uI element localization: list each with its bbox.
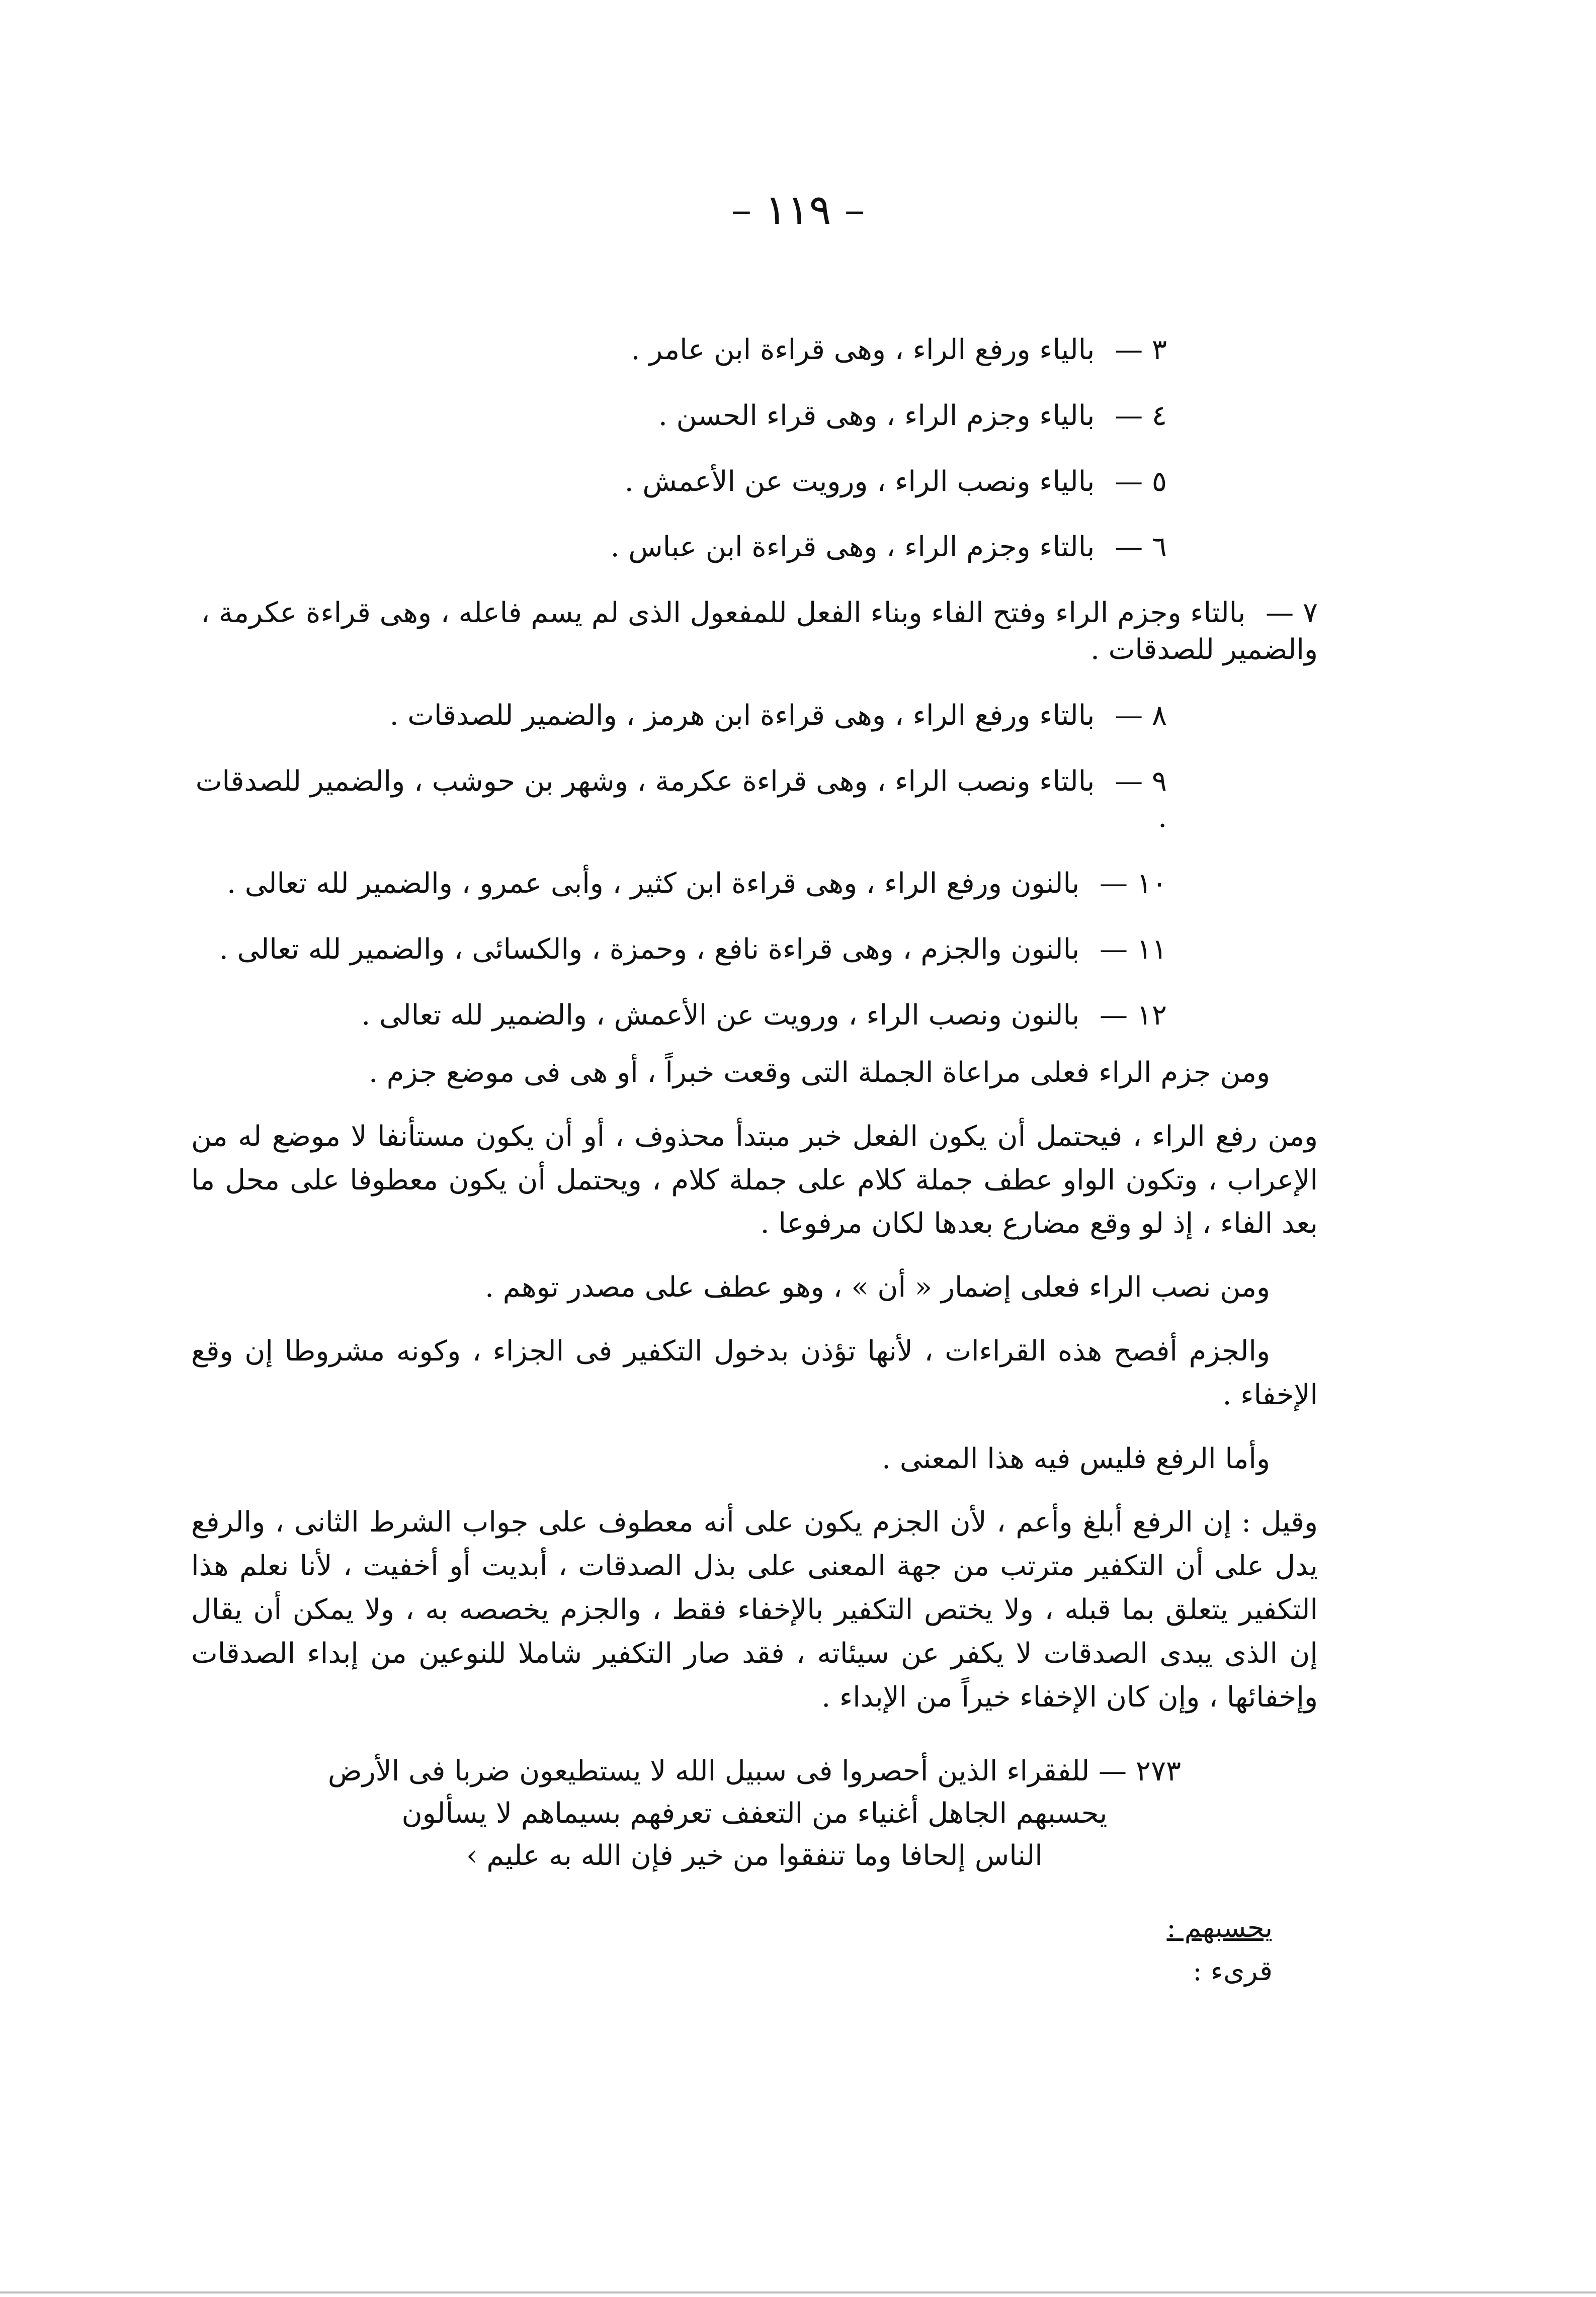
list-item-number: ٩ —	[1115, 764, 1167, 798]
list-item-number: ٥ —	[1115, 465, 1167, 498]
verse-line: ٢٧٣ — للفقراء الذين أحصروا فى سبيل الله لا يستطيعون ضربا فى الأرض	[327, 1755, 1182, 1788]
list-item-number: ٦ —	[1115, 531, 1167, 564]
list-item-number: ٣ —	[1115, 333, 1167, 366]
list-item	[191, 529, 1318, 566]
list-item-text: بالتاء وجزم الراء وفتح الفاء وبناء الفعل للمفعول الذى لم يسم فاعله ، وهى قراءة عكرمة ، والضمير للصدقات .	[201, 597, 1318, 666]
list-item-text: بالنون ورفع الراء ، وهى قراءة ابن كثير ، وأبى عمرو ، والضمير لله تعالى .	[227, 867, 1080, 900]
list-item	[191, 332, 1318, 369]
list-item-number: ٨ —	[1115, 699, 1167, 732]
list-item-text: بالتاء ونصب الراء ، وهى قراءة عكرمة ، وشهر بن حوشب ، والضمير للصدقات .	[195, 764, 1167, 834]
note-line: قرىء :	[1193, 1955, 1273, 1987]
list-item-number: ١٠ —	[1100, 867, 1167, 900]
page-bottom-rule	[0, 2291, 1596, 2293]
paragraph: ومن نصب الراء فعلى إضمار « أن » ، وهو عطف على مصدر توهم .	[485, 1271, 1270, 1304]
list-item	[191, 595, 1318, 668]
list-item-text: بالنون والجزم ، وهى قراءة نافع ، وحمزة ، والكسائى ، والضمير لله تعالى .	[219, 932, 1080, 966]
list-item	[191, 398, 1318, 435]
list-item-text: بالتاء وجزم الراء ، وهى قراءة ابن عباس .	[610, 531, 1095, 564]
paragraph: ومن رفع الراء ، فيحتمل أن يكون الفعل خبر مبتدأ محذوف ، أو أن يكون مستأنفا لا موضع له من الإعراب ، وتكون الواو عطف جملة كلام على جملة كلام ، ويحتمل أن يكون معطوفا على محل ما بعد الفاء ، إذ لو وقع مضارع بعدها لكان مرفوعا .	[191, 1120, 1318, 1240]
readings-list	[191, 332, 1318, 1063]
quranic-verse	[312, 1750, 1197, 1877]
verse-line: يحسبهم الجاهل أغنياء من التعفف تعرفهم بسيماهم لا يسألون	[401, 1797, 1108, 1830]
note-heading: يحسبهم :	[1166, 1912, 1273, 1943]
verse-line: الناس إلحافا وما تنفقوا من خير فإن الله به عليم ›	[466, 1839, 1043, 1872]
list-item-text: بالنون ونصب الراء ، ورويت عن الأعمش ، والضمير لله تعالى .	[361, 998, 1080, 1032]
list-item-number: ٤ —	[1115, 399, 1167, 432]
list-item	[191, 464, 1318, 500]
word-note	[1157, 1906, 1273, 1993]
list-item	[191, 931, 1318, 968]
list-item-text: بالتاء ورفع الراء ، وهى قراءة ابن هرمز ، والضمير للصدقات .	[389, 699, 1095, 732]
list-item-text: بالياء ونصب الراء ، ورويت عن الأعمش .	[624, 465, 1095, 498]
list-item-number: ١٢ —	[1100, 998, 1167, 1032]
list-item	[191, 997, 1318, 1034]
body-text	[191, 1051, 1318, 1739]
list-item-text: بالياء ورفع الراء ، وهى قراءة ابن عامر .	[631, 333, 1095, 366]
paragraph: وقيل : إن الرفع أبلغ وأعم ، لأن الجزم يكون على أنه معطوف على جواب الشرط الثانى ، والرفع يدل على أن التكفير مترتب من جهة المعنى على بذل الصدقات ، أبديت أو أخفيت ، لأنا نعلم هذا التكفير يتعلق بما قبله ، ولا يختص التكفير بالإخفاء فقط ، والجزم يخصصه به ، ولا يمكن أن يقال إن الذى يبدى الصدقات لا يكفر عن سيئاته ، فقد صار التكفير شاملا للنوعين من إبداء الصدقات وإخفائها ، وإن كان الإخفاء خيراً من الإبداء .	[191, 1506, 1318, 1714]
list-item	[191, 763, 1318, 837]
paragraph: وأما الرفع فليس فيه هذا المعنى .	[882, 1442, 1270, 1475]
list-item-text: بالياء وجزم الراء ، وهى قراء الحسن .	[658, 399, 1095, 432]
list-item-number: ٧ —	[1266, 597, 1318, 630]
list-item-number: ١١ —	[1100, 932, 1167, 966]
paragraph: والجزم أفصح هذه القراءات ، لأنها تؤذن بدخول التكفير فى الجزاء ، وكونه مشروطا إن وقع الإخفاء .	[191, 1334, 1318, 1411]
list-item	[191, 866, 1318, 902]
page-number: – ١١٩ –	[731, 186, 865, 234]
list-item	[191, 698, 1318, 734]
paragraph: ومن جزم الراء فعلى مراعاة الجملة التى وقعت خبراً ، أو هى فى موضع جزم .	[369, 1056, 1270, 1089]
